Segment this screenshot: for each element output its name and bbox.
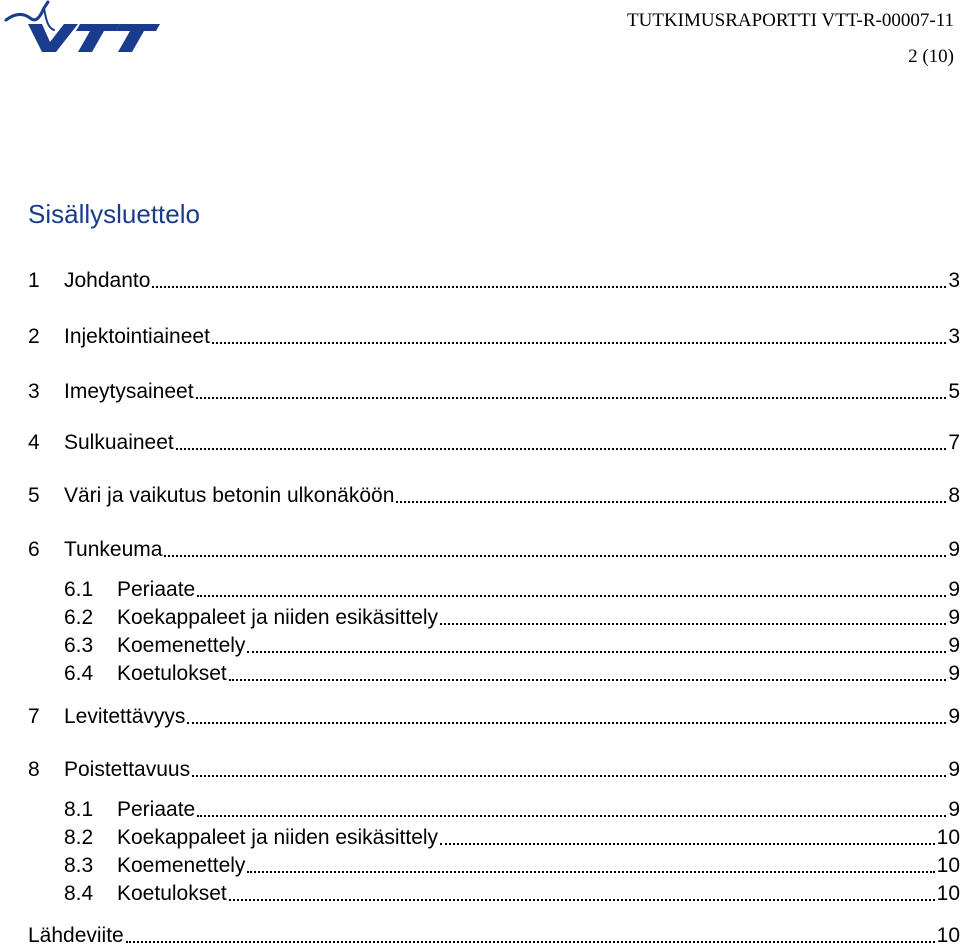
toc-entry[interactable] — [0, 703, 960, 731]
toc-title: Sisällysluettelo — [28, 199, 200, 229]
toc-dot-leader — [196, 378, 946, 399]
toc-entry-page: 3 — [948, 269, 960, 292]
toc-entry-label: Koetulokset — [117, 882, 227, 905]
toc-entry-number: 8.1 — [64, 798, 94, 821]
toc-entry-number: 7 — [28, 705, 40, 728]
toc-entry-number: 1 — [28, 269, 40, 292]
toc-entry[interactable] — [0, 429, 960, 457]
toc-entry-page: 9 — [948, 578, 960, 601]
toc-dot-leader — [212, 323, 946, 344]
toc-entry[interactable] — [0, 536, 960, 564]
toc-entry-page: 9 — [948, 758, 960, 781]
report-id: TUTKIMUSRAPORTTI VTT-R-00007-11 — [627, 10, 954, 31]
toc-entry-number: 6.2 — [64, 606, 94, 629]
toc-entry-label: Injektointiaineet — [64, 325, 210, 348]
toc-entry-number: 6.3 — [64, 634, 94, 657]
page-number: 2 (10) — [908, 46, 954, 67]
toc-dot-leader — [152, 267, 946, 288]
toc-entry[interactable] — [0, 267, 960, 295]
toc-dot-leader — [126, 922, 935, 943]
toc-entry-number: 8 — [28, 758, 40, 781]
toc-entry-page: 10 — [936, 924, 960, 947]
toc-entry[interactable] — [0, 824, 960, 852]
toc-entry-page: 9 — [948, 634, 960, 657]
toc-entry[interactable] — [0, 922, 960, 950]
toc-entry-number: 6 — [28, 538, 40, 561]
toc-entry-label: Imeytysaineet — [64, 380, 194, 403]
toc-entry-label: Koekappaleet ja niiden esikäsittely — [117, 826, 439, 849]
toc-dot-leader — [247, 632, 946, 653]
toc-entry[interactable] — [0, 852, 960, 880]
toc-dot-leader — [197, 796, 946, 817]
toc-entry[interactable] — [0, 756, 960, 784]
toc-entry-label: Levitettävyys — [64, 705, 186, 728]
toc-entry-label: Tunkeuma — [64, 538, 163, 561]
vtt-logo — [4, 0, 160, 56]
toc-entry[interactable] — [0, 632, 960, 660]
toc-dot-leader — [197, 576, 946, 597]
toc-entry-page: 9 — [948, 662, 960, 685]
toc-dot-leader — [229, 660, 946, 681]
toc-entry-number: 8.3 — [64, 854, 94, 877]
toc-entry-number: 6.1 — [64, 578, 94, 601]
toc-entry[interactable] — [0, 660, 960, 688]
toc-entry-page: 9 — [948, 538, 960, 561]
toc-entry-label: Koemenettely — [117, 634, 246, 657]
toc-dot-leader — [229, 880, 935, 901]
toc-dot-leader — [247, 852, 935, 873]
toc-entry-label: Periaate — [117, 798, 196, 821]
toc-entry-page: 9 — [948, 705, 960, 728]
toc-dot-leader — [187, 703, 946, 724]
toc-entry-label: Koemenettely — [117, 854, 246, 877]
toc-dot-leader — [164, 536, 946, 557]
toc-entry-label: Koekappaleet ja niiden esikäsittely — [117, 606, 439, 629]
toc-entry-page: 3 — [948, 325, 960, 348]
toc-dot-leader — [396, 482, 946, 503]
toc-entry-page: 10 — [936, 854, 960, 877]
toc-entry-page: 5 — [948, 380, 960, 403]
toc-entry-label: Lähdeviite — [28, 924, 124, 947]
toc-entry[interactable] — [0, 604, 960, 632]
toc-dot-leader — [192, 756, 946, 777]
toc-entry-label: Periaate — [117, 578, 196, 601]
toc-entry-page: 10 — [936, 826, 960, 849]
toc-entry-page: 10 — [936, 882, 960, 905]
toc-entry-page: 9 — [948, 798, 960, 821]
toc-entry[interactable] — [0, 796, 960, 824]
toc-dot-leader — [440, 604, 946, 625]
toc-entry[interactable] — [0, 323, 960, 351]
toc-dot-leader — [176, 429, 946, 450]
toc-entry-label: Sulkuaineet — [64, 431, 174, 454]
toc-entry-number: 5 — [28, 484, 40, 507]
toc-entry[interactable] — [0, 482, 960, 510]
toc-entry-page: 8 — [948, 484, 960, 507]
toc-entry-label: Johdanto — [64, 269, 151, 292]
toc-entry-label: Väri ja vaikutus betonin ulkonäköön — [64, 484, 395, 507]
toc-entry[interactable] — [0, 880, 960, 908]
toc-entry-number: 2 — [28, 325, 40, 348]
toc-entry-label: Poistettavuus — [64, 758, 191, 781]
toc-entry-number: 6.4 — [64, 662, 94, 685]
toc-entry[interactable] — [0, 576, 960, 604]
toc-entry-page: 7 — [948, 431, 960, 454]
toc-entry[interactable] — [0, 378, 960, 406]
toc-entry-label: Koetulokset — [117, 662, 227, 685]
toc-entry-number: 8.2 — [64, 826, 94, 849]
toc-entry-number: 4 — [28, 431, 40, 454]
toc-entry-page: 9 — [948, 606, 960, 629]
toc-dot-leader — [440, 824, 935, 845]
toc-entry-number: 8.4 — [64, 882, 94, 905]
toc-entry-number: 3 — [28, 380, 40, 403]
